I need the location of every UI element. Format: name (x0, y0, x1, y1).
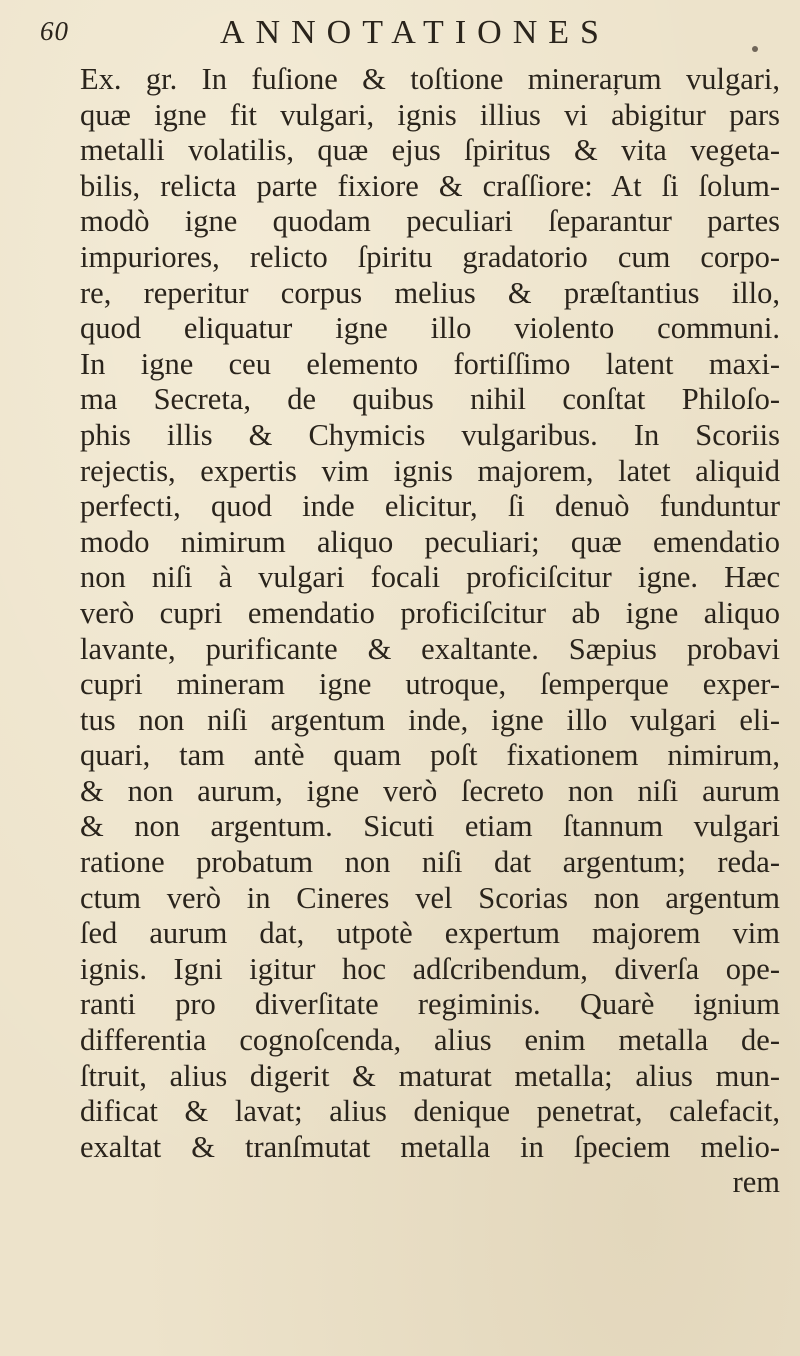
text-line: phis illis & Chymicis vulgaribus. In Scoriis (80, 417, 780, 452)
text-line: ratione probatum non niſi dat argentum; reda- (80, 845, 780, 880)
text-line: dificat & lavat; alius denique penetrat, calefacit, (80, 1094, 780, 1129)
page-number: 60 (40, 16, 69, 46)
text-line: quari, tam antè quam poſt fixationem nimirum, (80, 738, 780, 773)
text-line: lavante, purificante & exaltante. Sæpius probavi (80, 631, 780, 666)
page-header (40, 14, 760, 64)
text-line: ignis. Igni igitur hoc adſcribendum, diverſa ope- (80, 951, 780, 986)
text-line: ctum verò in Cineres vel Scorias non argentum (80, 880, 780, 915)
text-line: ſtruit, alius digerit & maturat metalla; alius mun- (80, 1058, 780, 1093)
text-line: tus non niſi argentum inde, igne illo vulgari eli- (80, 702, 780, 737)
text-line: ſed aurum dat, utpotè expertum majorem vim (80, 916, 780, 951)
text-line: quæ igne fit vulgari, ignis illius vi abigitur pars (80, 97, 780, 132)
ink-blemish (752, 46, 758, 52)
text-line: cupri mineram igne utroque, ſemperque exper- (80, 667, 780, 702)
text-line: modò igne quodam peculiari ſeparantur partes (80, 204, 780, 239)
text-line: modo nimirum aliquo peculiari; quæ emendatio (80, 524, 780, 559)
running-head: ANNOTATIONES (220, 14, 610, 51)
text-line: ranti pro diverſitate regiminis. Quarè ignium (80, 987, 780, 1022)
text-line: In igne ceu elemento fortiſſimo latent maxi- (80, 346, 780, 381)
text-line: metalli volatilis, quæ ejus ſpiritus & vita vegeta- (80, 133, 780, 168)
text-line: ma Secreta, de quibus nihil conſtat Philoſo- (80, 382, 780, 417)
text-line: re, reperitur corpus melius & præſtantius illo, (80, 275, 780, 310)
text-line: Ex. gr. In fuſione & toſtione mineraŗum vulgari, (80, 62, 780, 96)
text-line: rem (732, 1165, 780, 1200)
body-text (80, 62, 780, 1201)
text-line: & non aurum, igne verò ſecreto non niſi aurum (80, 773, 780, 808)
text-line: & non argentum. Sicuti etiam ſtannum vulgari (80, 809, 780, 844)
text-line: quod eliquatur igne illo violento communi. (80, 311, 780, 346)
text-line: impuriores, relicto ſpiritu gradatorio cum corpo- (80, 239, 780, 274)
text-line: bilis, relicta parte fixiore & craſſiore: At ſi ſolum- (80, 168, 780, 203)
text-line: rejectis, expertis vim ignis majorem, latet aliquid (80, 453, 780, 488)
text-line: non niſi à vulgari focali proficiſcitur igne. Hæc (80, 560, 780, 595)
text-line: verò cupri emendatio proficiſcitur ab igne aliquo (80, 595, 780, 630)
text-line: differentia cognoſcenda, alius enim metalla de- (80, 1023, 780, 1058)
text-line: exaltat & tranſmutat metalla in ſpeciem melio- (80, 1129, 780, 1164)
text-line: perfecti, quod inde elicitur, ſi denuò funduntur (80, 489, 780, 524)
